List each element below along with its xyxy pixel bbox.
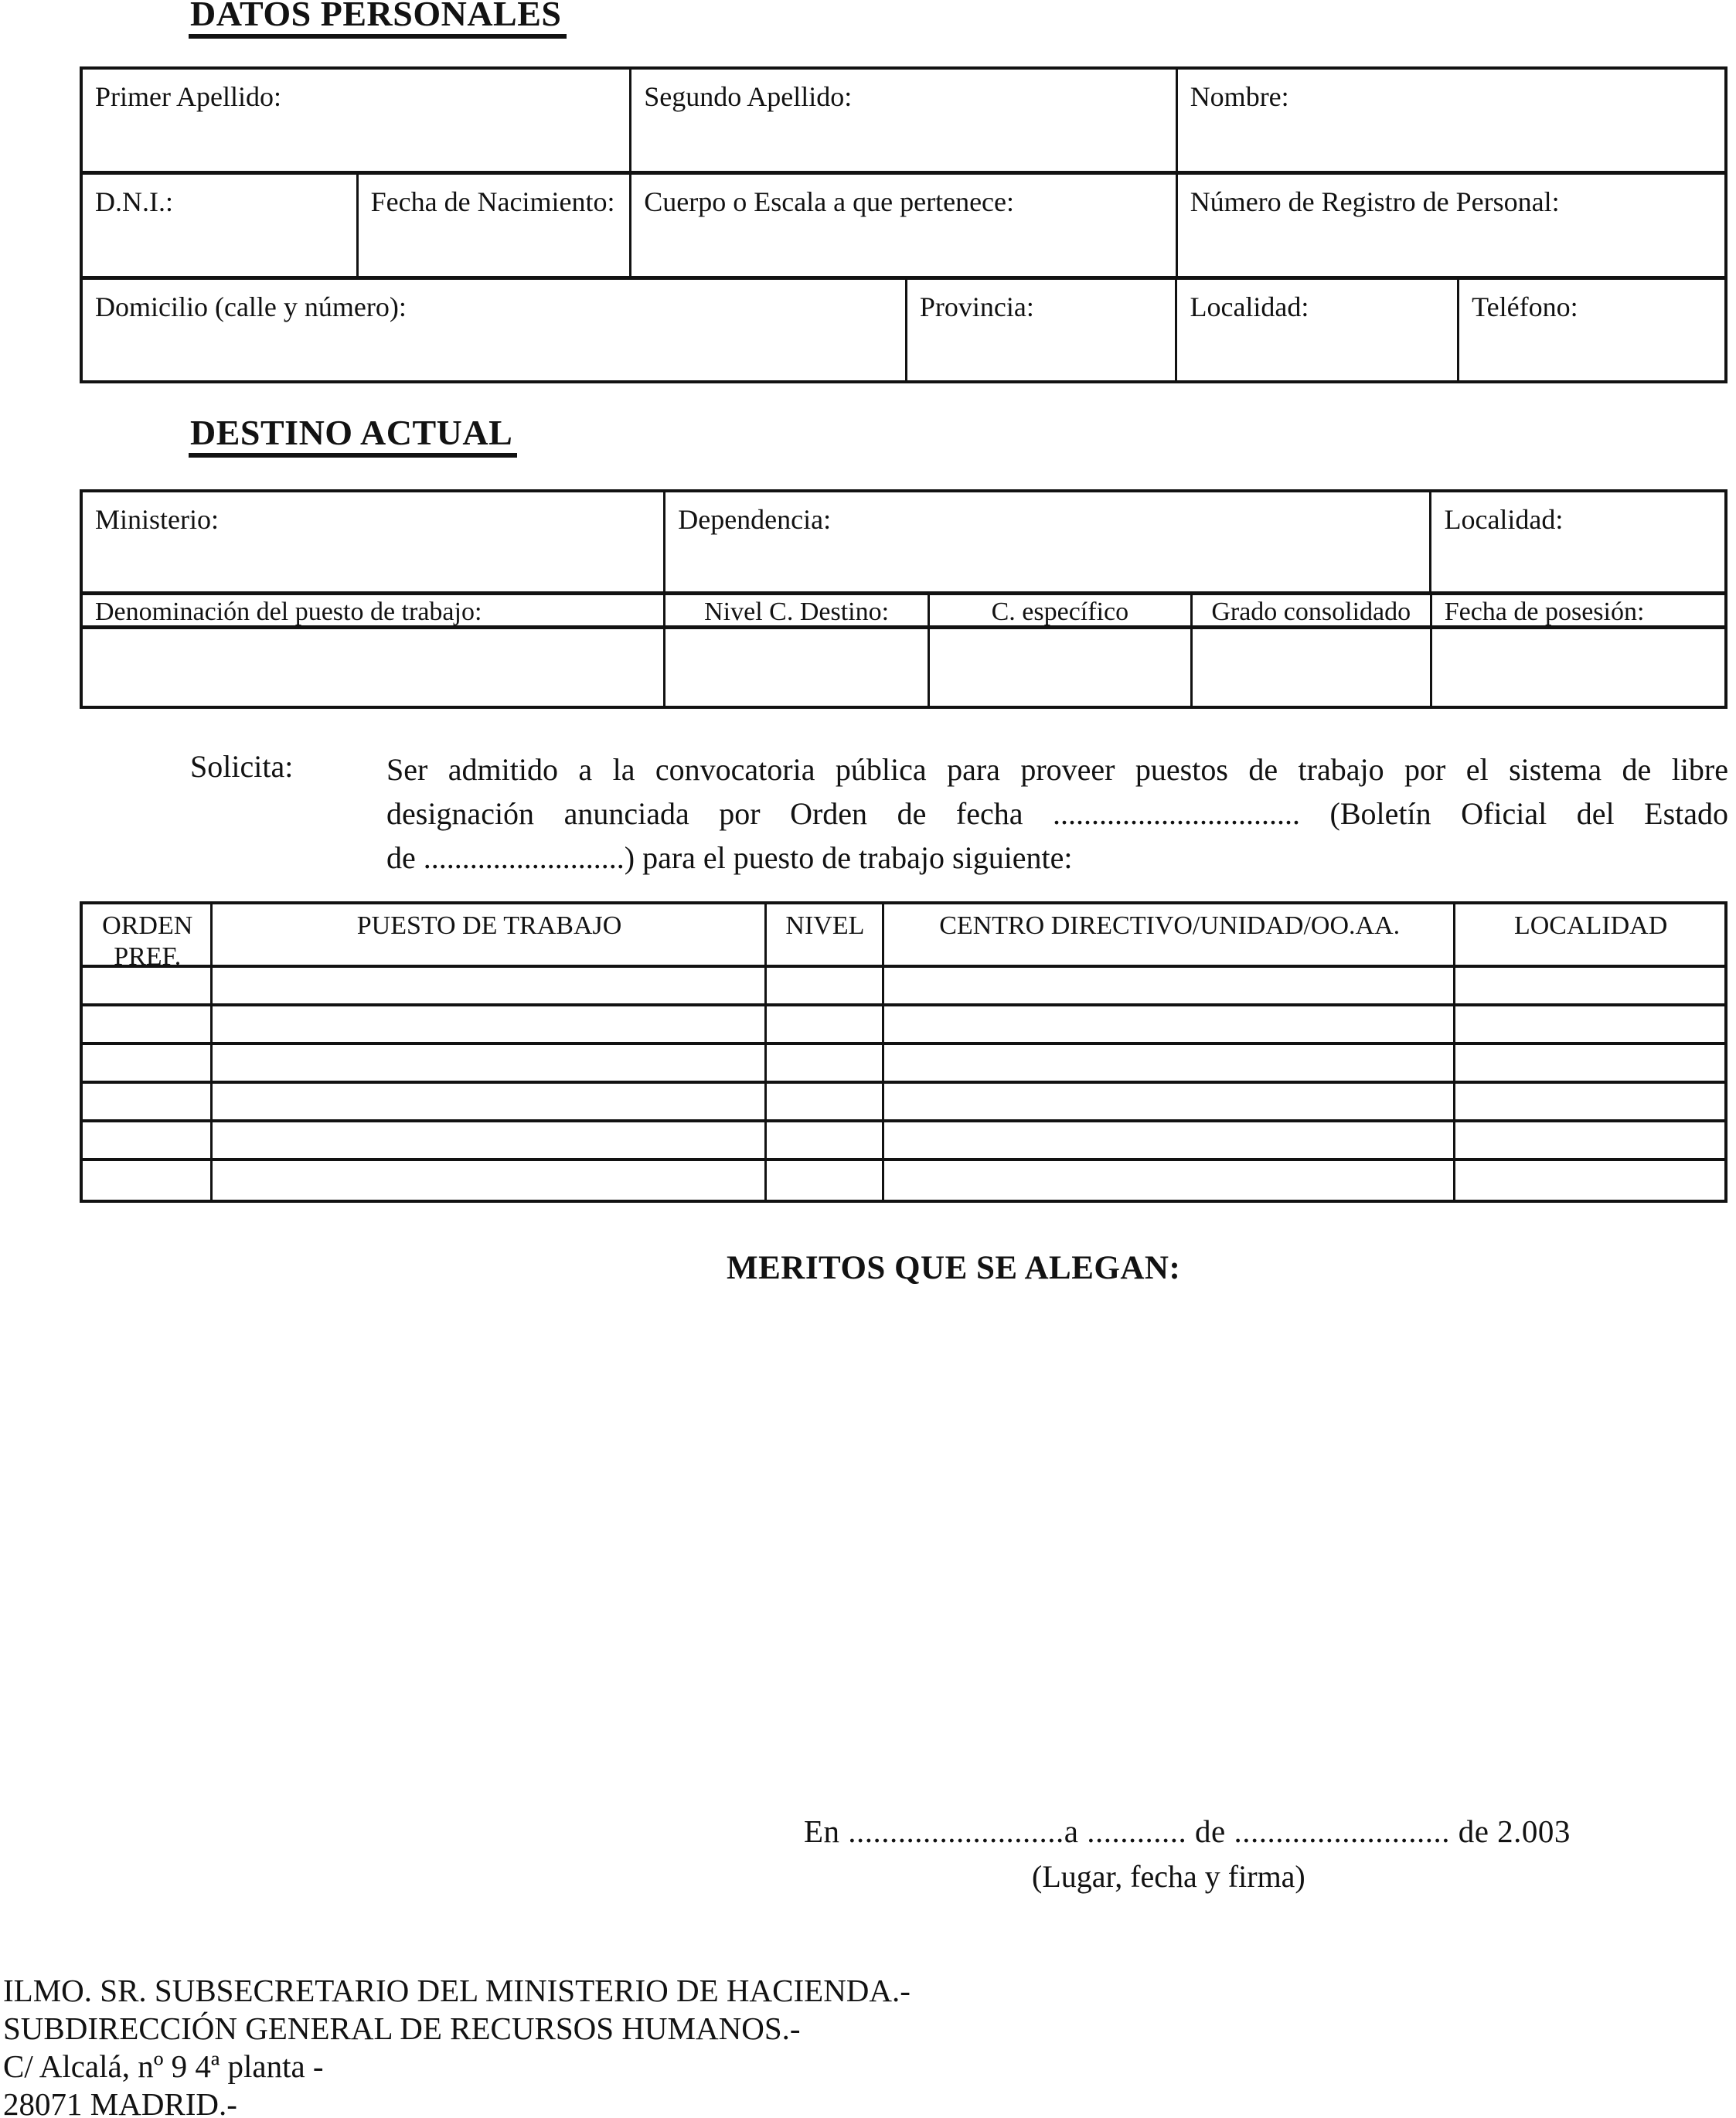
table-row [83,1006,1724,1045]
solicita-label: Solicita: [190,749,294,784]
header-nivel: NIVEL [767,904,885,965]
field-segundo-apellido: Segundo Apellido: [631,70,1177,171]
field-ministerio: Ministerio: [83,492,665,591]
field-grado-consolidado: Grado consolidado [1193,595,1432,625]
field-nivel-c-destino: Nivel C. Destino: [665,595,930,625]
empty-cell [213,1084,766,1119]
requested-posts-table [80,901,1727,1203]
field-provincia: Provincia: [907,280,1178,380]
empty-cell [1455,1161,1724,1200]
empty-cell [884,1084,1455,1119]
empty-cell [665,629,930,706]
table-row [83,492,1724,595]
empty-cell [213,968,766,1003]
field-primer-apellido: Primer Apellido: [83,70,631,171]
empty-cell [1455,1045,1724,1081]
field-dni: D.N.I.: [83,175,359,276]
addressee-line-2: SUBDIRECCIÓN GENERAL DE RECURSOS HUMANOS.- [3,2011,801,2046]
solicita-paragraph [386,747,1728,880]
solicita-line-2: designación anunciada por Orden de fecha ................................ (Boletín Oficial del Estado [386,796,1728,831]
empty-cell [1432,629,1724,706]
empty-cell [884,1006,1455,1042]
empty-cell [767,1084,885,1119]
table-row [83,70,1724,175]
addressee-block [3,1972,911,2118]
signature-caption: (Lugar, fecha y firma) [1032,1859,1305,1894]
solicita-line-3: de ..........................) para el puesto de trabajo siguiente: [386,840,1073,875]
field-c-especifico: C. específico [930,595,1193,625]
empty-cell [83,1045,213,1081]
empty-cell [1455,1122,1724,1158]
empty-cell [213,1006,766,1042]
empty-cell [1455,1084,1724,1119]
empty-cell [930,629,1193,706]
empty-cell [767,1161,885,1200]
personal-data-table [80,66,1727,383]
empty-cell [884,1045,1455,1081]
field-numero-registro: Número de Registro de Personal: [1190,186,1560,217]
empty-cell [83,968,213,1003]
empty-cell [884,1161,1455,1200]
empty-cell [767,968,885,1003]
field-cuerpo-escala: Cuerpo o Escala a que pertenece: [631,175,1177,276]
addressee-line-4: 28071 MADRID.- [3,2086,237,2118]
empty-cell [213,1161,766,1200]
empty-cell [767,1006,885,1042]
field-fecha-nacimiento: Fecha de Nacimiento: [359,175,632,276]
field-telefono: Teléfono: [1472,291,1578,322]
field-fecha-posesion: Fecha de posesión: [1444,598,1645,625]
empty-cell [1455,968,1724,1003]
empty-cell [767,1045,885,1081]
field-destino-localidad: Localidad: [1444,504,1564,535]
field-dependencia: Dependencia: [665,492,1431,591]
header-localidad: LOCALIDAD [1513,911,1668,940]
empty-cell [83,1122,213,1158]
table-row [83,1122,1724,1161]
empty-cell [767,1122,885,1158]
empty-cell [83,1161,213,1200]
empty-cell [1455,1006,1724,1042]
empty-cell [213,1045,766,1081]
table-row [83,968,1724,1006]
empty-cell [83,1084,213,1119]
empty-cell [1193,629,1432,706]
addressee-line-1: ILMO. SR. SUBSECRETARIO DEL MINISTERIO DE HACIENDA.- [3,1973,911,2008]
field-denominacion-puesto: Denominación del puesto de trabajo: [83,595,665,625]
table-row [83,1161,1724,1200]
section-title-datos-personales: DATOS PERSONALES [189,0,567,39]
header-orden-pref: ORDEN PREF. [83,904,213,965]
current-post-table [80,489,1727,709]
meritos-heading: MERITOS QUE SE ALEGAN: [727,1250,1181,1286]
solicita-line-1: Ser admitido a la convocatoria pública para proveer puestos de trabajo por el sistema de libre [386,752,1728,787]
field-nombre: Nombre: [1190,81,1289,112]
table-row [83,1045,1724,1084]
signature-date-line: En ..........................a ............ de .......................... de 2.003 [804,1813,1571,1849]
table-row [83,1084,1724,1122]
table-row [83,629,1724,706]
empty-cell [83,629,665,706]
empty-cell [83,1006,213,1042]
empty-cell [213,1122,766,1158]
field-localidad: Localidad: [1177,280,1459,380]
table-header-row [83,904,1724,968]
section-title-destino-actual: DESTINO ACTUAL [189,414,517,458]
table-row [83,175,1724,280]
header-centro-directivo: CENTRO DIRECTIVO/UNIDAD/OO.AA. [884,904,1455,965]
table-row [83,280,1724,380]
addressee-line-3: C/ Alcalá, nº 9 4ª planta - [3,2048,324,2084]
table-row [83,595,1724,629]
empty-cell [884,1122,1455,1158]
header-puesto-de-trabajo: PUESTO DE TRABAJO [213,904,766,965]
field-domicilio: Domicilio (calle y número): [83,280,907,380]
empty-cell [884,968,1455,1003]
